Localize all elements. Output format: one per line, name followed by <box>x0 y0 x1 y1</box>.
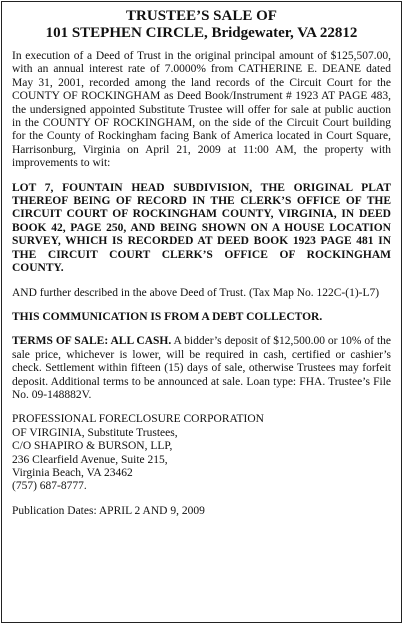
notice-title-line-1: TRUSTEE’S SALE OF <box>126 8 277 24</box>
publication-dates: Publication Dates: APRIL 2 AND 9, 2009 <box>12 504 205 517</box>
debt-collector-notice: THIS COMMUNICATION IS FROM A DEBT COLLECTOR. <box>12 310 323 323</box>
terms-heading: TERMS OF SALE: ALL CASH. <box>12 335 172 348</box>
trustee-address-block <box>12 413 391 493</box>
further-described: AND further described in the above Deed of Trust. (Tax Map No. 122C-(1)-L7) <box>12 286 380 299</box>
trustee-line: (757) 687-8777. <box>12 480 87 493</box>
legal-description: LOT 7, FOUNTAIN HEAD SUBDIVISION, THE ORIGINAL PLAT THEREOF BEING OF RECORD IN THE CLERK’S OFFICE OF THE CIRCUIT COURT OF ROCKINGHAM COUNTY, VIRGINIA, IN DEED BOOK 42, PAGE 250, AND BEING SHOWN ON A HOUSE LOCATION SURVEY, WHICH IS RECORDED AT DEED BOOK 1923 PAGE 481 IN THE CIRCUIT COURT CLERK’S OFFICE OF ROCKINGHAM COUNTY. <box>12 181 391 275</box>
legal-notice <box>1 1 402 623</box>
intro-paragraph: In execution of a Deed of Trust in the original principal amount of $125,507.00, with an annual interest rate of 7.0000% from CATHERINE E. DEANE dated May 31, 2001, recorded among the land records of the Circuit Court for the COUNTY OF ROCKINGHAM as Deed Book/Instrument # 1923 AT PAGE 483, the undersigned appointed Substitute Trustee will offer for sale at public auction in the COUNTY OF ROCKINGHAM, on the side of the Circuit Court building for the County of Rockingham facing Bank of America located in Court Square, Harrisonburg, Virginia on April 21, 2009 at 11:00 AM, the property with improvements to wit: <box>12 50 391 170</box>
trustee-line: C/O SHAPIRO & BURSON, LLP, <box>12 440 173 453</box>
trustee-line: OF VIRGINIA, Substitute Trustees, <box>12 426 178 439</box>
terms-body: A bidder’s deposit of $12,500.00 or 10% of the sale price, whichever is lower, will be required in cash, certified or cashier’s check. Settlement within fifteen (15) days of sale, otherwise Trustees may forfeit deposit. Additional terms to be announced at sale. Loan type: FHA. Trustee’s File No. 09-148882V. <box>12 335 391 401</box>
notice-title-line-2: 101 STEPHEN CIRCLE, Bridgewater, VA 22812 <box>45 25 358 41</box>
terms-of-sale <box>12 335 391 402</box>
trustee-line: 236 Clearfield Avenue, Suite 215, <box>12 453 168 466</box>
trustee-line: PROFESSIONAL FORECLOSURE CORPORATION <box>12 413 264 426</box>
trustee-line: Virginia Beach, VA 23462 <box>12 466 133 479</box>
